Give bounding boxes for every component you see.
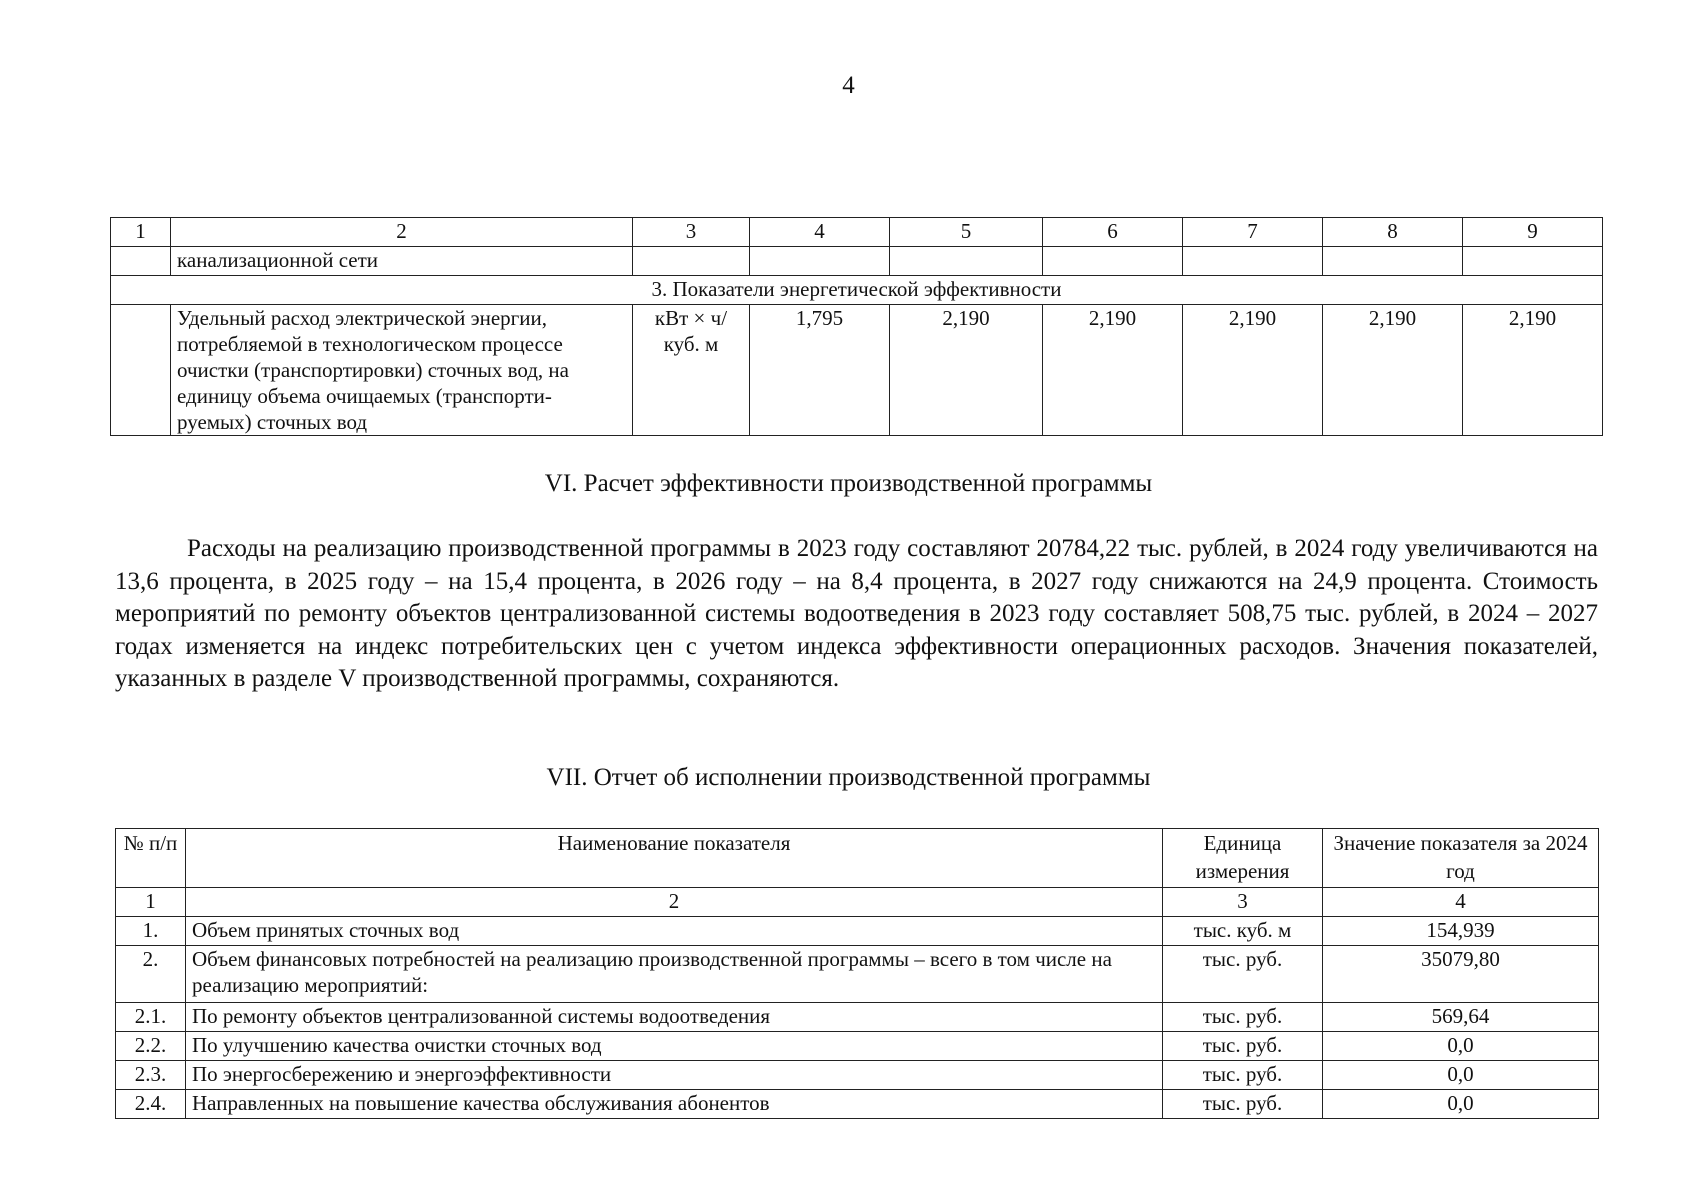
row-value: 2,190 xyxy=(1043,305,1183,436)
row-number: 2. xyxy=(116,946,186,1003)
row-unit: тыс. руб. xyxy=(1163,1061,1323,1090)
section-7-title: VII. Отчет об исполнении производственной программы xyxy=(546,764,1151,791)
row-name: канализационной сети xyxy=(171,247,633,276)
row-value: 35079,80 xyxy=(1323,946,1599,1003)
row-value: 2,190 xyxy=(890,305,1043,436)
row-value: 1,795 xyxy=(750,305,890,436)
col-number: 3 xyxy=(633,218,750,247)
col-number: 5 xyxy=(890,218,1043,247)
table-row xyxy=(116,946,1599,1003)
row-name: Удельный расход электрической энергии, потребляемой в технологическом процессе очистки (транспортировки) сточных вод, на единицу объема очищаемых (транспорти-руемых) сточных вод xyxy=(171,305,633,436)
table-row xyxy=(116,1061,1599,1090)
row-unit: кВт × ч/ куб. м xyxy=(633,305,750,436)
row-name: Объем принятых сточных вод xyxy=(186,917,1163,946)
row-name: Объем финансовых потребностей на реализацию производственной программы – всего в том числе на реализацию мероприятий: xyxy=(186,946,1163,1003)
section-6-title: VI. Расчет эффективности производственной программы xyxy=(544,470,1153,497)
row-name: По энергосбережению и энергоэффективности xyxy=(186,1061,1163,1090)
row-number: 2.2. xyxy=(116,1032,186,1061)
header-number: № п/п xyxy=(116,829,186,888)
col-number: 2 xyxy=(186,888,1163,917)
col-number: 6 xyxy=(1043,218,1183,247)
row-value: 0,0 xyxy=(1323,1090,1599,1119)
col-number: 4 xyxy=(750,218,890,247)
col-number: 4 xyxy=(1323,888,1599,917)
row-value: 569,64 xyxy=(1323,1003,1599,1032)
row-unit: тыс. руб. xyxy=(1163,1090,1323,1119)
table-row xyxy=(111,247,1603,276)
row-number: 2.4. xyxy=(116,1090,186,1119)
row-value: 0,0 xyxy=(1323,1032,1599,1061)
header-name: Наименование показателя xyxy=(186,829,1163,888)
table-column-numbers-row xyxy=(111,218,1603,247)
table-row xyxy=(116,917,1599,946)
energy-indicators-table xyxy=(110,217,1603,436)
row-value: 2,190 xyxy=(1323,305,1463,436)
page-number: 4 xyxy=(842,72,855,99)
col-number: 8 xyxy=(1323,218,1463,247)
table-row xyxy=(116,1032,1599,1061)
row-number xyxy=(111,305,171,436)
table-row xyxy=(116,1003,1599,1032)
col-number: 1 xyxy=(116,888,186,917)
table-column-numbers-row xyxy=(116,888,1599,917)
row-value: 154,939 xyxy=(1323,917,1599,946)
col-number: 1 xyxy=(111,218,171,247)
row-value: 0,0 xyxy=(1323,1061,1599,1090)
header-unit: Единица измерения xyxy=(1163,829,1323,888)
row-name: По ремонту объектов централизованной системы водоотведения xyxy=(186,1003,1163,1032)
row-value: 2,190 xyxy=(1183,305,1323,436)
row-unit: тыс. руб. xyxy=(1163,1032,1323,1061)
table-header-row xyxy=(116,829,1599,888)
section-6-paragraph: Расходы на реализацию производственной программы в 2023 году составляют 20784,22 тыс. рублей, в 2024 году увеличиваются на 13,6 процента, в 2025 году – на 15,4 процента, в 2026 году – на 8,4 процента, в 2027 году снижаются на 24,9 процента. Стоимость мероприятий по ремонту объектов централизованной системы водоотведения в 2023 году составляет 508,75 тыс. рублей, в 2024 – 2027 годах изменяется на индекс потребительских цен с учетом индекса эффективности операционных расходов. Значения показателей, указанных в разделе V производственной программы, сохраняются. xyxy=(115,535,1598,692)
col-number: 9 xyxy=(1463,218,1603,247)
row-name: Направленных на повышение качества обслуживания абонентов xyxy=(186,1090,1163,1119)
row-unit: тыс. куб. м xyxy=(1163,917,1323,946)
table-row xyxy=(111,305,1603,436)
row-unit: тыс. руб. xyxy=(1163,1003,1323,1032)
row-value: 2,190 xyxy=(1463,305,1603,436)
table-row xyxy=(116,1090,1599,1119)
section-heading-row xyxy=(111,276,1603,305)
row-number: 1. xyxy=(116,917,186,946)
section-heading: 3. Показатели энергетической эффективности xyxy=(111,276,1603,305)
col-number: 2 xyxy=(171,218,633,247)
header-value: Значение показателя за 2024 год xyxy=(1323,829,1599,888)
row-name: По улучшению качества очистки сточных вод xyxy=(186,1032,1163,1061)
row-number xyxy=(111,247,171,276)
row-number: 2.1. xyxy=(116,1003,186,1032)
row-unit: тыс. руб. xyxy=(1163,946,1323,1003)
row-number: 2.3. xyxy=(116,1061,186,1090)
col-number: 3 xyxy=(1163,888,1323,917)
report-table xyxy=(115,828,1599,1119)
col-number: 7 xyxy=(1183,218,1323,247)
